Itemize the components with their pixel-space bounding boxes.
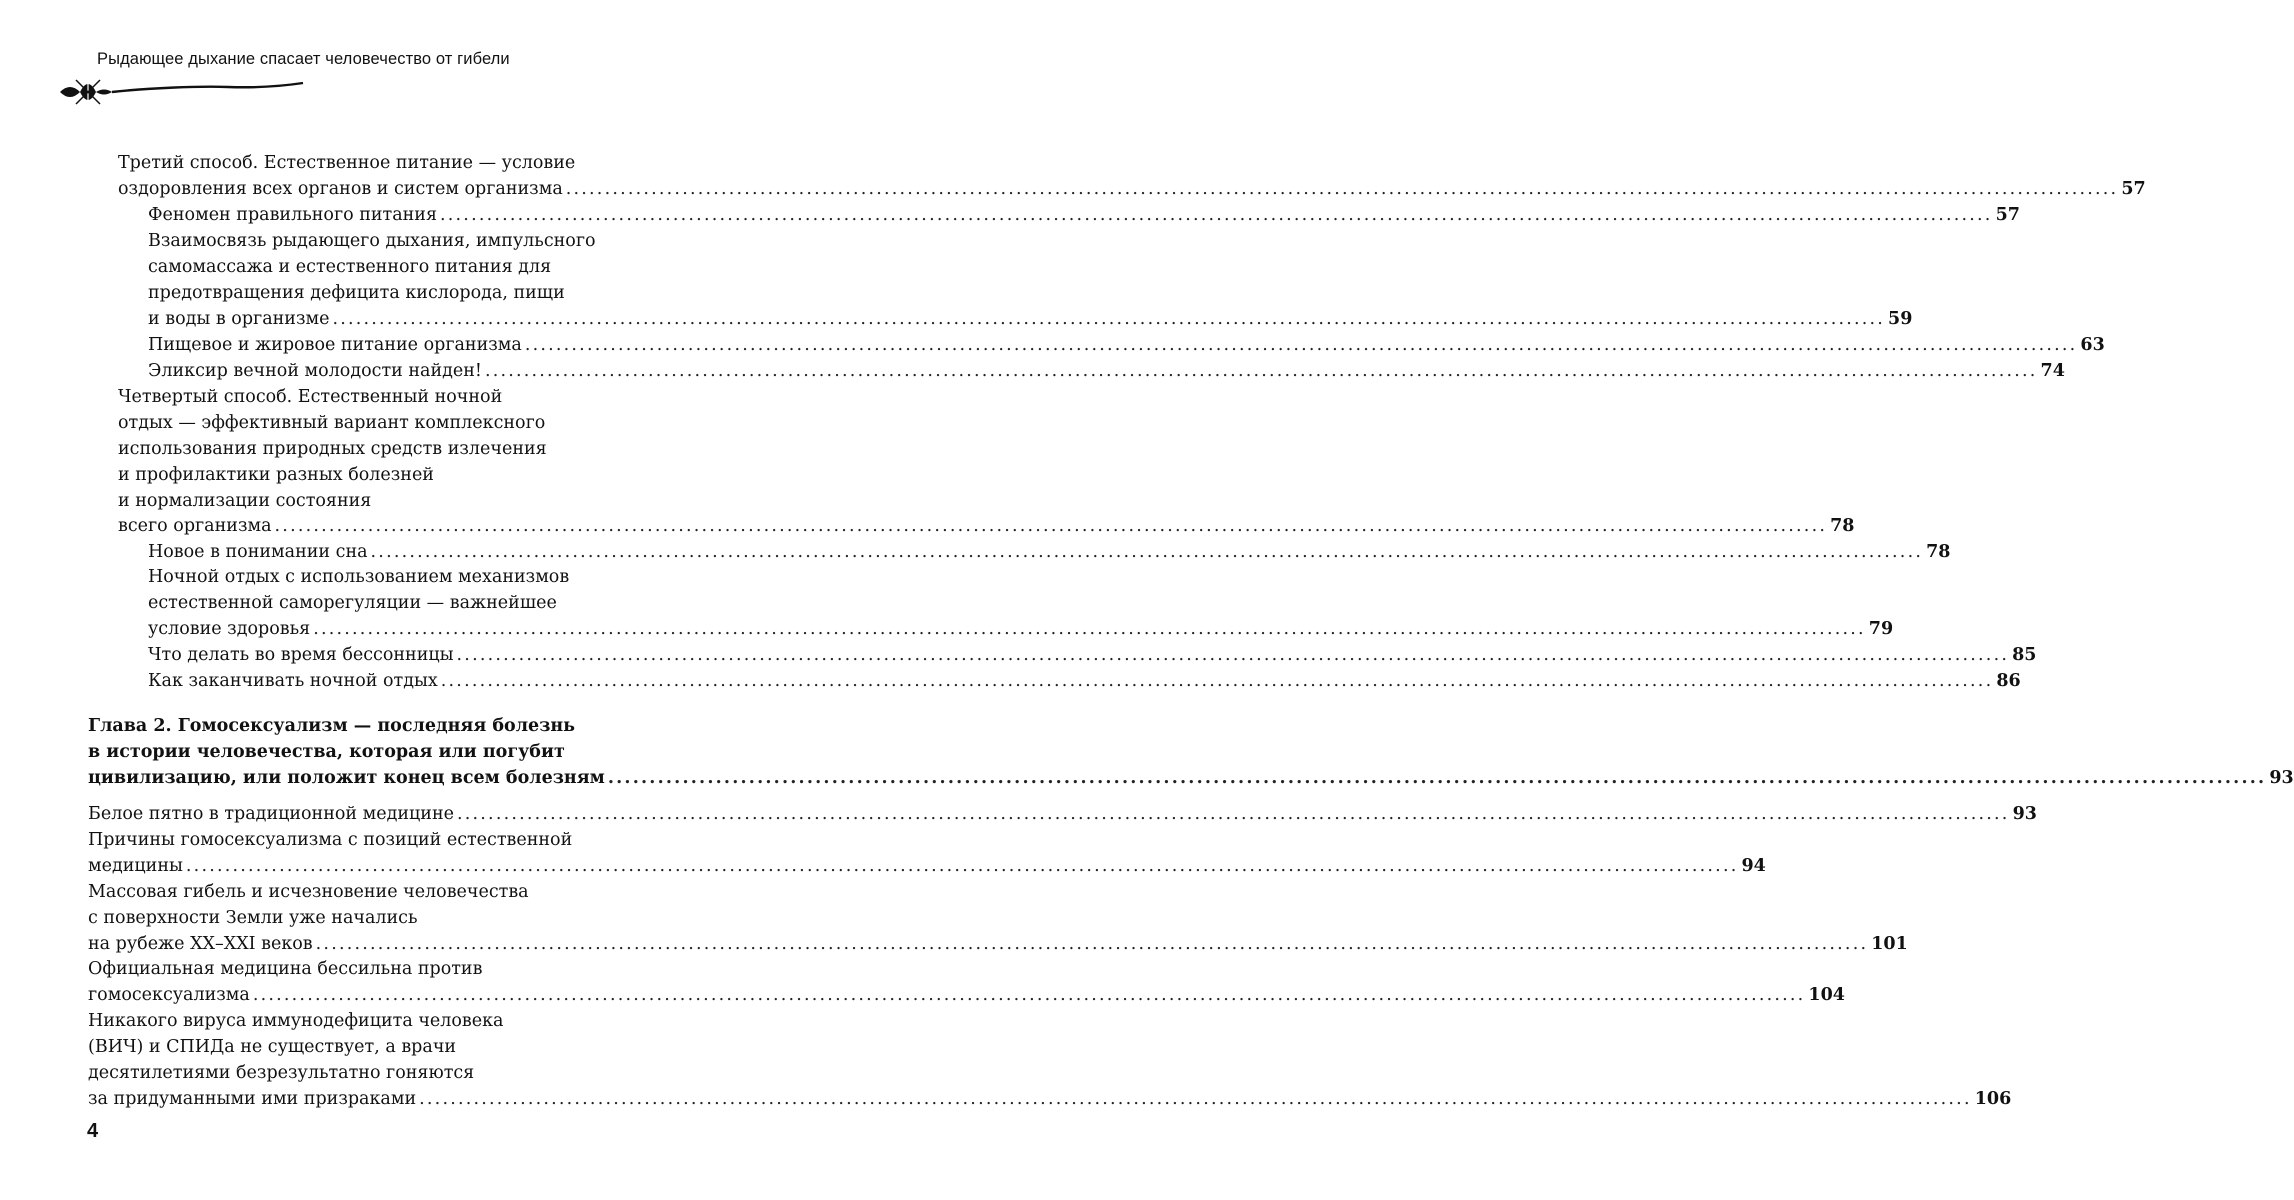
toc-entry-title: использования природных средств излечения bbox=[118, 439, 547, 459]
toc-entry-title: Третий способ. Естественное питание — условие bbox=[118, 153, 576, 173]
toc-entry-title: с поверхности Земли уже начались bbox=[88, 908, 418, 928]
toc-entry-title: за придуманными ими призраками bbox=[88, 1089, 417, 1109]
dot-leader: ........................................................................................................................................................................................................ bbox=[185, 856, 1739, 876]
toc-entry-title: гомосексуализма bbox=[88, 985, 250, 1005]
toc-entry-title: и нормализации состояния bbox=[118, 491, 372, 511]
dot-leader: ........................................................................................................................................................................................................ bbox=[607, 768, 2267, 788]
toc-entry-title: Четвертый способ. Естественный ночной bbox=[118, 387, 503, 407]
toc-line bbox=[88, 713, 575, 739]
page-number: 4 bbox=[87, 1120, 99, 1142]
dot-leader: ........................................................................................................................................................................................................ bbox=[252, 985, 1806, 1005]
toc-line bbox=[88, 1034, 456, 1060]
toc-page-number: 93 bbox=[2269, 768, 2294, 788]
toc-page-number: 57 bbox=[2121, 179, 2146, 199]
toc-entry bbox=[88, 931, 1908, 957]
toc-page-number: 104 bbox=[1808, 985, 1845, 1005]
toc-entry bbox=[118, 513, 1855, 539]
toc-line bbox=[148, 254, 551, 280]
toc-entry-title: и воды в организме bbox=[148, 309, 330, 329]
dot-leader: ........................................................................................................................................................................................................ bbox=[370, 542, 1924, 562]
toc-entry-title: отдых — эффективный вариант комплексного bbox=[118, 413, 546, 433]
dot-leader: ........................................................................................................................................................................................................ bbox=[315, 934, 1869, 954]
toc-entry-title: в истории человечества, которая или погубит bbox=[88, 742, 565, 762]
toc-entry-title: (ВИЧ) и СПИДа не существует, а врачи bbox=[88, 1037, 457, 1057]
toc-page-number: 101 bbox=[1871, 934, 1908, 954]
toc-entry-title: оздоровления всех органов и систем организма bbox=[118, 179, 563, 199]
toc-page-number: 79 bbox=[1868, 619, 1894, 639]
toc-line bbox=[118, 436, 547, 462]
dot-leader: ........................................................................................................................................................................................................ bbox=[440, 205, 1993, 225]
dot-leader: ........................................................................................................................................................................................................ bbox=[313, 619, 1866, 639]
toc-line bbox=[118, 488, 371, 514]
toc-entry bbox=[148, 202, 2020, 228]
toc-page-number: 78 bbox=[1926, 542, 1951, 562]
dot-leader: ........................................................................................................................................................................................................ bbox=[274, 516, 1828, 536]
toc-entry-title: десятилетиями безрезультатно гоняются bbox=[88, 1063, 475, 1083]
toc-entry-title: Причины гомосексуализма с позиций естественной bbox=[88, 830, 573, 850]
toc-entry-title: всего организма bbox=[118, 516, 272, 536]
toc-entry bbox=[148, 332, 2105, 358]
toc-line bbox=[88, 956, 482, 982]
toc-entry-title: Что делать во время бессонницы bbox=[148, 645, 454, 665]
toc-entry-title: и профилактики разных болезней bbox=[118, 465, 434, 485]
toc-entry bbox=[88, 1086, 2012, 1112]
dot-leader: ........................................................................................................................................................................................................ bbox=[440, 671, 1994, 691]
toc-entry-title: Как заканчивать ночной отдых bbox=[148, 671, 438, 691]
toc-entry-title: самомассажа и естественного питания для bbox=[148, 257, 552, 277]
toc-entry bbox=[148, 616, 1894, 642]
dot-leader: ........................................................................................................................................................................................................ bbox=[332, 309, 1886, 329]
toc-line bbox=[88, 1008, 503, 1034]
toc-line bbox=[118, 150, 575, 176]
toc-entry-title: Глава 2. Гомосексуализм — последняя болезнь bbox=[88, 716, 576, 736]
toc-entry-title: Новое в понимании сна bbox=[148, 542, 368, 562]
toc-entry bbox=[148, 306, 1913, 332]
toc-entry bbox=[88, 801, 2037, 827]
dot-leader: ........................................................................................................................................................................................................ bbox=[565, 179, 2119, 199]
dot-leader: ........................................................................................................................................................................................................ bbox=[456, 645, 2010, 665]
toc-entry-title: Феномен правильного питания bbox=[148, 205, 438, 225]
toc-line bbox=[148, 590, 557, 616]
toc-line bbox=[118, 384, 502, 410]
toc-line bbox=[88, 827, 572, 853]
toc-page-number: 78 bbox=[1830, 516, 1855, 536]
toc-entry-title: Эликсир вечной молодости найден! bbox=[148, 361, 482, 381]
toc-entry bbox=[118, 176, 2146, 202]
running-head: Рыдающее дыхание спасает человечество от гибели bbox=[97, 50, 510, 68]
toc-page-number: 74 bbox=[2040, 361, 2065, 381]
dot-leader: ........................................................................................................................................................................................................ bbox=[484, 361, 2038, 381]
toc-page-number: 93 bbox=[2012, 804, 2037, 824]
toc-page-number: 59 bbox=[1888, 309, 1913, 329]
toc-page-number: 57 bbox=[1995, 205, 2020, 225]
toc-line bbox=[88, 739, 565, 765]
toc-entry-title: предотвращения дефицита кислорода, пищи bbox=[148, 283, 565, 303]
toc-page-number: 86 bbox=[1996, 671, 2021, 691]
toc-line bbox=[88, 905, 418, 931]
toc-entry-title: на рубеже XX–XXI веков bbox=[88, 934, 313, 954]
toc-line bbox=[118, 410, 545, 436]
toc-line bbox=[88, 879, 529, 905]
toc-entry-title: цивилизацию, или положит конец всем болезням bbox=[88, 768, 605, 788]
toc-entry-title: медицины bbox=[88, 856, 183, 876]
toc-entry bbox=[148, 668, 2021, 694]
toc-entry-title: Пищевое и жировое питание организма bbox=[148, 335, 522, 355]
toc-page-number: 106 bbox=[1974, 1089, 2012, 1109]
toc-entry-title: Массовая гибель и исчезновение человечества bbox=[88, 882, 529, 902]
toc-entry-title: Белое пятно в традиционной медицине bbox=[88, 804, 454, 824]
dot-leader: ........................................................................................................................................................................................................ bbox=[457, 804, 2010, 824]
toc-entry bbox=[148, 642, 2037, 668]
toc-entry-title: Официальная медицина бессильна против bbox=[88, 959, 483, 979]
dot-leader: ........................................................................................................................................................................................................ bbox=[419, 1089, 1972, 1109]
toc-line bbox=[118, 462, 434, 488]
toc-page-number: 63 bbox=[2080, 335, 2105, 355]
dot-leader: ........................................................................................................................................................................................................ bbox=[524, 335, 2078, 355]
toc-line bbox=[148, 228, 596, 254]
toc-entry-title: условие здоровья bbox=[148, 619, 311, 639]
toc-entry bbox=[148, 358, 2065, 384]
toc-entry-title: Взаимосвязь рыдающего дыхания, импульсного bbox=[148, 231, 596, 251]
toc-entry bbox=[88, 765, 2294, 791]
toc-entry-title: Никакого вируса иммунодефицита человека bbox=[88, 1011, 504, 1031]
toc-entry bbox=[148, 539, 1951, 565]
toc-line bbox=[88, 1060, 474, 1086]
toc-page-number: 85 bbox=[2012, 645, 2037, 665]
floral-ornament-icon bbox=[58, 74, 308, 110]
toc-entry-title: Ночной отдых с использованием механизмов bbox=[148, 567, 570, 587]
toc-line bbox=[148, 564, 569, 590]
toc-entry bbox=[88, 982, 1845, 1008]
toc-entry bbox=[88, 853, 1766, 879]
toc-line bbox=[148, 280, 565, 306]
toc-entry-title: естественной саморегуляции — важнейшее bbox=[148, 593, 557, 613]
toc-page-number: 94 bbox=[1741, 856, 1766, 876]
